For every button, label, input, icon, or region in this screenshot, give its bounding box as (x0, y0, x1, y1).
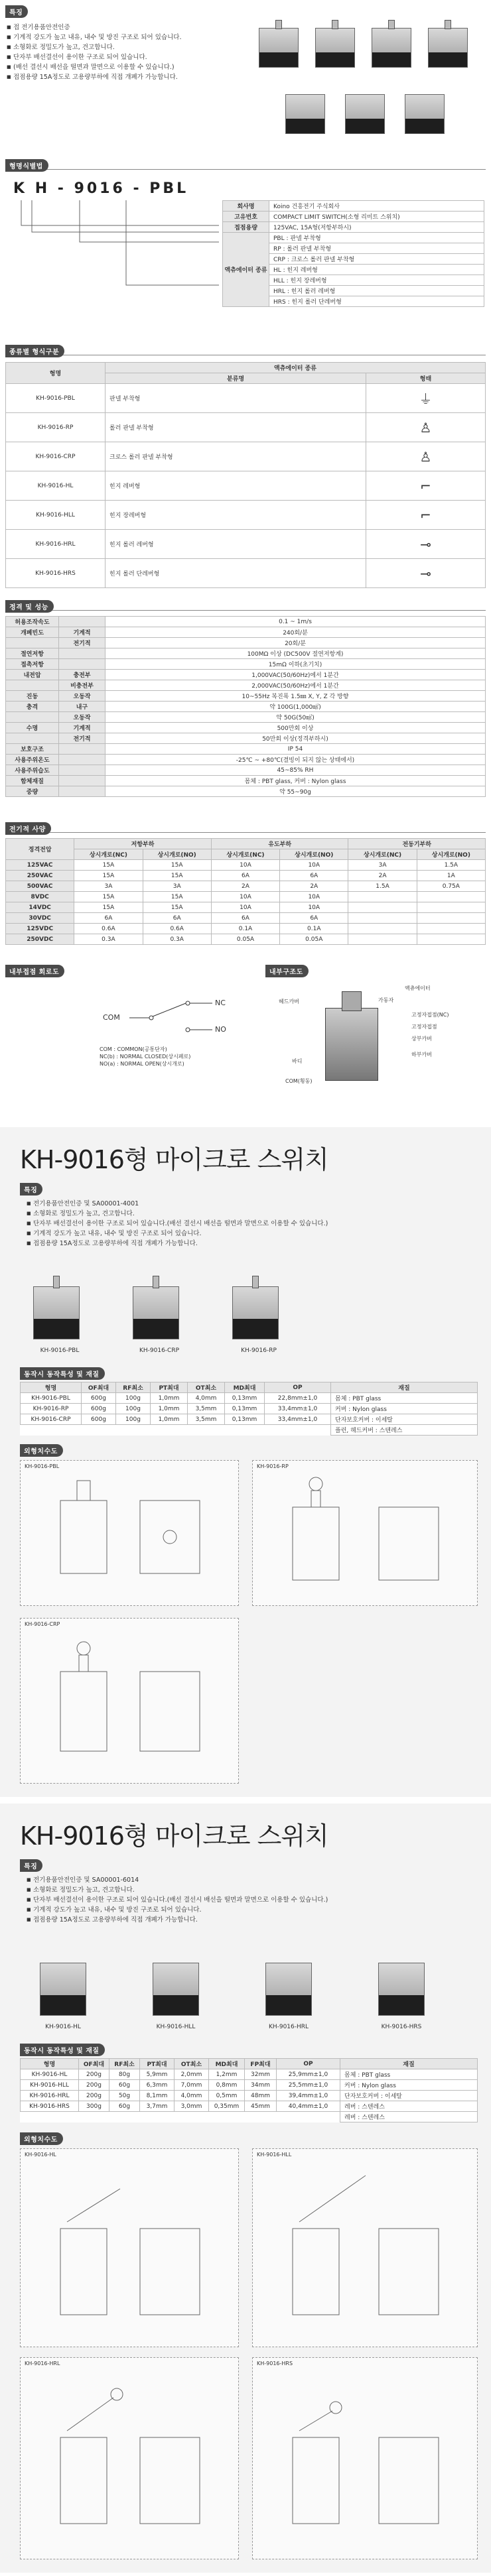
shape-icon: ⏚ (419, 391, 433, 407)
table-row: KH-9016-PBL 판넬 부착형 ⏚ (6, 384, 486, 413)
characteristics-table: 형명 OF최대 RF최소 PT최대 OT최소 MD최대 FP최대 OP 재질 KH-9016-HL 200g 80g 5,9mm 2,0mm 1,2mm 32mm 25,9mm±1,0 몸체 : PBT glass KH-9016-HLL 200g 60g 6,3mm 7,0mm 0,8mm 34mm 25,5mm±1,0 커버 : Nylon glass KH-9016-HRL 200g 50g 8,1mm 4,0mm 0,5mm 48mm 39,4mm±1,0 단자보호커버 : 이세탈 KH-9016-HRS 300g 60g 3,7mm 3,0mm 0,35mm 45mm 40,4mm±1,0 레버 : 스텐레스 레버 : 스텐레스 (20, 2058, 478, 2122)
product-photo (40, 1963, 86, 2016)
table-row: KH-9016-RP 롤러 판넬 부착형 ♙ (6, 413, 486, 442)
table-row: 회사명 Koino 건흥전기 주식회사 (223, 201, 484, 212)
switch-body-drawing (325, 1008, 378, 1081)
table-row: KH-9016-RP 600g 100g 1,0mm 3,5mm 0,13mm 33,4mm±1,0 커버 : Nylon glass (21, 1404, 478, 1414)
table-row: 비충전부 2,000VAC(50/60Hz)에서 1분간 (6, 680, 486, 691)
product-photo (133, 1286, 179, 1339)
product-photo (265, 1963, 312, 2016)
section-tag: 특징 (5, 5, 28, 18)
table-row: 30VDC 6A 6A 6A 6A (6, 913, 486, 924)
shape-icon: ⊸ (420, 565, 431, 582)
product-photo (372, 28, 411, 68)
dimension-drawing: KH-9016-HL (20, 2148, 239, 2347)
feature-item: ■ 접점용량 15A정도로 고용량부하에 직접 개폐가 가능합니다. (7, 72, 206, 82)
table-row: KH-9016-HLL 힌지 장레버형 ⌐ (6, 501, 486, 530)
com-label: COM (103, 1013, 120, 1022)
section-header: 전기적 사양 (5, 822, 486, 833)
rating-table (5, 616, 486, 797)
table-row: 250VAC 15A 15A 6A 6A 2A 1A (6, 871, 486, 881)
model-code-table (222, 200, 484, 307)
table-row: HLL : 힌지 장레버형 (223, 275, 484, 286)
circuit-legend: COM : COMMON(공통단자) NC(b) : NORMAL CLOSED(상시폐로) NO(a) : NORMAL OPEN(상시개로) (100, 1046, 191, 1067)
dimension-drawing: KH-9016-HRS (252, 2357, 478, 2559)
intro-section (0, 0, 491, 153)
table-row: KH-9016-CRP 크로스 롤러 판넬 부착형 ♙ (6, 442, 486, 471)
page-title: KH-9016형 마이크로 스위치 (20, 1145, 328, 1174)
table-row: 함체재질 몸체 : PBT glass, 커버 : Nylon glass (6, 776, 486, 786)
table-row: 8VDC 15A 15A 10A 10A (6, 892, 486, 902)
feature-item: ■ 기계적 강도가 높고 내유, 내수 및 방진 구조로 되어 있습니다. (7, 32, 206, 42)
table-row: 14VDC 15A 15A 10A 10A (6, 902, 486, 913)
section-header: 정격 및 성능 (5, 600, 486, 611)
feature-item: ■ 단자부 배선결선이 용이한 구조로 되어 있습니다. (7, 52, 206, 62)
table-row: KH-9016-HRS 힌지 롤러 단레버형 ⊸ (6, 559, 486, 588)
table-row: 수명 기계적 500만회 이상 (6, 723, 486, 733)
product-photo (259, 28, 299, 68)
product-photo (315, 28, 355, 68)
dimension-drawing: KH-9016-HLL (252, 2148, 478, 2347)
table-row: 진동 오동작 10~55Hz 복진폭 1.5㎜ X, Y, Z 각 방향 (6, 691, 486, 702)
nc-label: NC (215, 999, 226, 1007)
dimension-drawing: KH-9016-HRL (20, 2357, 239, 2559)
structure-diagram: 액츄에이터 헤드카버 가동자 고정자접점(NC) 고정자접점 상부카버 바디 COM(횡동) 하부카버 (279, 985, 449, 1084)
rating-section (0, 600, 491, 812)
section-tag: 내부구조도 (265, 965, 309, 977)
feature-list: ■ 전기용품안전인증 및 SA00001-4001 ■ 소형화로 정밀도가 높고, 견고합니다. ■ 단자부 배선결선이 용이한 구조로 되어 있습니다.(배선 결선시 배선을 떨면과 말면으로 이용할 수 있습니다.) ■ 기계적 강도가 높고 내유, 내수 및 방진 구조로 되어 있습니다. ■ 접점용량 15A정도로 고용량부하에 직접 개폐가 가능합니다. (27, 1199, 478, 1249)
product-photo (33, 1286, 80, 1339)
table-row: 충격 내구 약 100G(1,000㎨) (6, 702, 486, 712)
table-row: 개폐빈도 기계적 240회/분 (6, 627, 486, 638)
table-row: 접점용량 125VAC, 15A형(저항부하시) (223, 222, 484, 233)
section-tag: 외형치수도 (20, 2132, 63, 2145)
section-tag: 동작시 동작특성 및 재질 (20, 1367, 105, 1380)
product-photo (405, 94, 445, 134)
shape-icon: ♙ (419, 448, 432, 465)
table-row: 중량 약 55~90g (6, 786, 486, 797)
type-section (0, 345, 491, 590)
table-row: KH-9016-CRP 600g 100g 1,0mm 3,5mm 0,13mm 33,4mm±1,0 단자보호커버 : 이세탈 (21, 1414, 478, 1425)
product-photo (153, 1963, 199, 2016)
dimension-drawing: KH-9016-CRP (20, 1618, 239, 1784)
table-row: 오동작 약 50G(50㎨) (6, 712, 486, 723)
table-row: 125VDC 0.6A 0.6A 0.1A 0.1A (6, 924, 486, 934)
shape-icon: ⊸ (420, 536, 431, 552)
feature-list: ■ 전기용품안전인증 및 SA00001-6014 ■ 소형화로 정밀도가 높고, 견고합니다. ■ 단자부 배선결선이 용이한 구조로 되어 있습니다.(배선 결선시 배선을 떨면과 말면으로 이용할 수 있습니다.) ■ 기계적 강도가 높고 내유, 내수 및 방진 구조로 되어 있습니다. ■ 접점용량 15A정도로 고용량부하에 직접 개폐가 가능합니다. (27, 1875, 478, 1925)
dimension-drawing: KH-9016-RP (252, 1460, 478, 1606)
type-table: 형명 액츄에이터 종류 분류명 형태 KH-9016-PBL 판넬 부착형 ⏚ KH-9016-RP 롤러 판넬 부착형 ♙ KH-9016-CRP 크로스 롤러 판넬 부착형 ♙ KH-9016-HL 힌지 레버형 ⌐ KH-9016-HLL 힌지 장레버형 ⌐ KH-9016-HRL 힌지 롤러 레버형 ⊸ KH-9016-HRS 힌지 롤러 단레버형 ⊸ (5, 362, 486, 588)
no-label: NO (215, 1025, 226, 1034)
section-tag: 특징 (20, 1859, 42, 1872)
table-row: HL : 힌지 레버형 (223, 265, 484, 275)
product-photo-grid (252, 8, 484, 147)
table-row: 고유번호 COMPACT LIMIT SWITCH(소형 리미트 스위치) (223, 212, 484, 222)
table-row: 보호구조 IP 54 (6, 744, 486, 755)
product-photo (285, 94, 325, 134)
feature-item: ■ (배선 결선시 배선을 떨면과 말면으로 이용할 수 있습니다.) (7, 62, 206, 72)
table-row: KH-9016-HL 200g 80g 5,9mm 2,0mm 1,2mm 32mm 25,9mm±1,0 몸체 : PBT glass (21, 2069, 478, 2080)
shape-icon: ♙ (419, 419, 432, 436)
table-row: 전기적 20회/분 (6, 638, 486, 648)
table-row: HRL : 힌지 롤러 레버형 (223, 286, 484, 296)
feature-list (7, 23, 206, 82)
table-row: 사용주위습도 45~85% RH (6, 765, 486, 776)
table-row: KH-9016-HRS 300g 60g 3,7mm 3,0mm 0,35mm 45mm 40,4mm±1,0 레버 : 스텐레스 (21, 2101, 478, 2112)
circuit-section (0, 965, 491, 1117)
table-row: KH-9016-HL 힌지 레버형 ⌐ (6, 471, 486, 501)
table-row: 125VAC 15A 15A 10A 10A 3A 1.5A (6, 860, 486, 871)
section-tag: 내부접점 회로도 (5, 965, 64, 977)
table-row: 액츄에이터 종류 PBL : 판넬 부착형 (223, 233, 484, 243)
characteristics-table: 형명 OF최대 RF최소 PT최대 OT최소 MD최대 OP 재질 KH-9016-PBL 600g 100g 1,0mm 4,0mm 0,13mm 22,8mm±1,0 몸체 : PBT glass KH-9016-RP 600g 100g 1,0mm 3,5mm 0,13mm 33,4mm±1,0 커버 : Nylon glass KH-9016-CRP 600g 100g 1,0mm 3,5mm 0,13mm 33,4mm±1,0 단자보호커버 : 이세탈 플런, 헤드커버 : 스텐레스 (20, 1382, 478, 1436)
section-header: 형명식별법 (5, 159, 486, 170)
table-row: 허용조작속도 0.1 ~ 1m/s (6, 617, 486, 627)
feature-item: ■ 접 전기용품안전인증 (7, 23, 206, 32)
page-title: KH-9016형 마이크로 스위치 (20, 1821, 328, 1851)
dimension-drawing: KH-9016-PBL (20, 1460, 239, 1606)
product-page-2 (0, 1804, 491, 2573)
switch-head-drawing (342, 991, 362, 1011)
section-header: 종류별 형식구분 (5, 345, 486, 355)
table-row: 사용주위온도 -25℃ ~ +80℃(결빙이 되지 않는 상태에서) (6, 755, 486, 765)
table-row: 내전압 충전부 1,000VAC(50/60Hz)에서 1분간 (6, 670, 486, 680)
section-tag: 특징 (20, 1183, 42, 1196)
circuit-diagram (100, 991, 232, 1067)
table-row: 500VAC 3A 3A 2A 2A 1.5A 0.75A (6, 881, 486, 892)
product-photos: KH-9016-HL KH-9016-HLL KH-9016-HRL KH-9016-HRS (20, 1936, 478, 2036)
table-row: 접촉저항 15mΩ 이하(초기치) (6, 659, 486, 670)
product-photo (428, 28, 468, 68)
electrical-table: 정격전압 저항부하 유도부하 전동기부하 상시개로(NC) 상시개로(NO) 상시개로(NC) 상시개로(NO) 상시개로(NC) 상시개로(NO) 125VAC 15A 15A 10A 10A 3A 1.5A 250VAC 15A 15A 6A 6A 2A 1A 500VAC 3A 3A 2A 2A 1.5A 0.75A 8VDC 15A 15A 10A 10A 14VDC 15A 15A 10A 10A 30VDC 6A 6A 6A 6A 125VDC 0.6A 0.6A 0.1A 0.1A 250VDC 0.3A 0.3A 0.05A 0.05A (5, 838, 486, 945)
table-row: 절연저항 100MΩ 이상 (DC500V 절연저항계) (6, 648, 486, 659)
table-row: KH-9016-PBL 600g 100g 1,0mm 4,0mm 0,13mm 22,8mm±1,0 몸체 : PBT glass (21, 1393, 478, 1404)
section-tag: 동작시 동작특성 및 재질 (20, 2044, 105, 2056)
product-page-1 (0, 1127, 491, 1797)
table-row: HRS : 힌지 롤러 단레버형 (223, 296, 484, 307)
table-row: 전기적 50만회 이상(정격부하시) (6, 733, 486, 744)
table-row: RP : 롤러 판넬 부착형 (223, 243, 484, 254)
table-row: KH-9016-HLL 200g 60g 6,3mm 7,0mm 0,8mm 34mm 25,5mm±1,0 커버 : Nylon glass (21, 2080, 478, 2091)
electrical-section (0, 822, 491, 955)
product-photos: KH-9016-PBL KH-9016-CRP KH-9016-RP (20, 1260, 478, 1359)
product-photo (345, 94, 385, 134)
feature-item: ■ 소형화로 정밀도가 높고, 견고합니다. (7, 42, 206, 52)
shape-icon: ⌐ (420, 477, 431, 494)
table-row: KH-9016-HRL 힌지 롤러 레버형 ⊸ (6, 530, 486, 559)
model-code-section (0, 159, 491, 325)
section-tag: 외형치수도 (20, 1444, 63, 1457)
product-photo (378, 1963, 425, 2016)
product-photo (232, 1286, 279, 1339)
model-code: K H - 9016 - PBL (13, 180, 189, 197)
table-row: CRP : 크로스 롤러 판넬 부착형 (223, 254, 484, 265)
shape-icon: ⌐ (420, 507, 431, 523)
table-row: KH-9016-HRL 200g 50g 8,1mm 4,0mm 0,5mm 48mm 39,4mm±1,0 단자보호커버 : 이세탈 (21, 2091, 478, 2101)
table-row: 250VDC 0.3A 0.3A 0.05A 0.05A (6, 934, 486, 945)
